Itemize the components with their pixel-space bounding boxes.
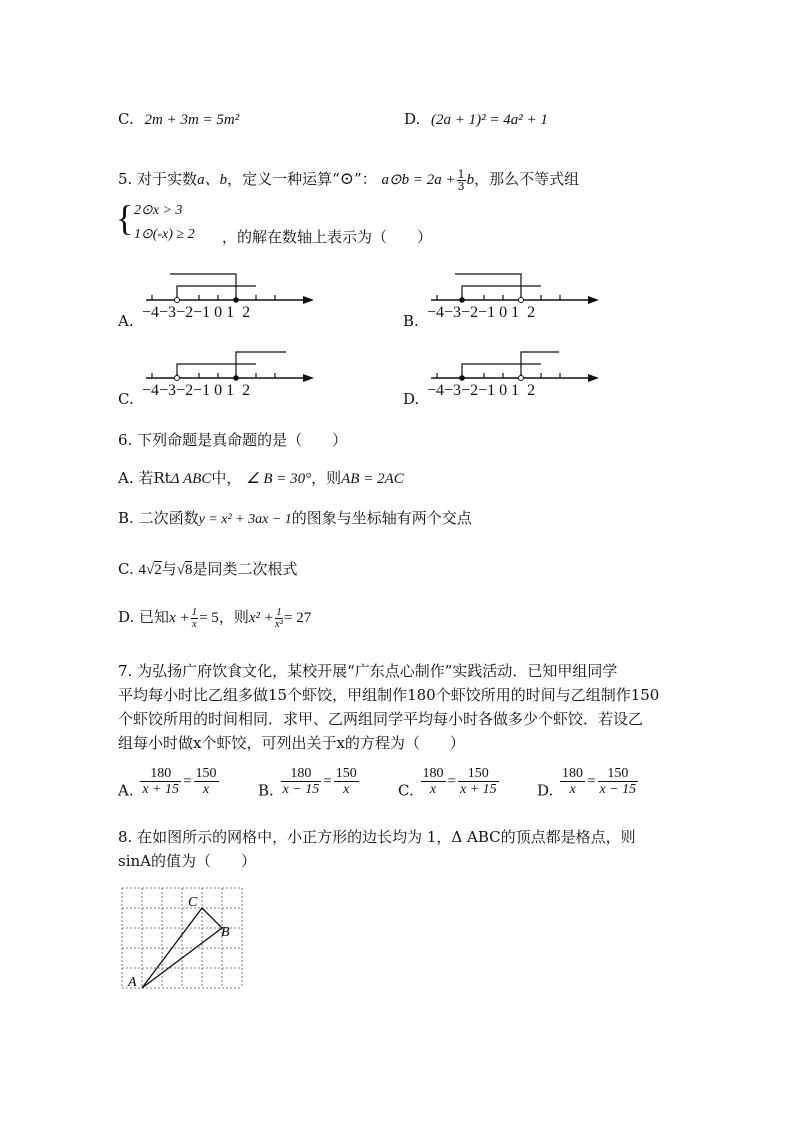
- option-label: B.: [258, 781, 274, 800]
- q6-c-text: 是同类二次根式: [192, 560, 298, 578]
- option-label: D.: [118, 608, 135, 626]
- option-label: C.: [398, 781, 414, 800]
- q7-line-4: 组每小时做x个虾饺，可列出关于x的方程为（ ）: [118, 734, 465, 752]
- q5-definition: a⊙b = 2a +: [381, 172, 456, 188]
- q5-stem-end: ，的解在数轴上表示为（ ）: [222, 228, 433, 246]
- q4-option-c[interactable]: [118, 110, 239, 129]
- q5-b-ticks: −4−3−2−1 0 1 2: [427, 304, 536, 321]
- q5-a-ticks: −4−3−2−1 0 1 2: [142, 304, 251, 321]
- q7-option-d[interactable]: D. $\frac{180}{x}$ = $\frac{150}{x - 15}$: [537, 766, 637, 800]
- q5-text: ，定义一种运算“: [227, 170, 340, 188]
- fraction: $\frac{180}{x + 15}$: [142, 766, 180, 797]
- option-label: B.: [118, 509, 134, 527]
- q5-text: ，那么不等式组: [474, 170, 580, 188]
- q7-option-c[interactable]: C. $\frac{180}{x}$ = $\frac{150}{x + 15}$: [398, 766, 497, 800]
- q7-line-2: 平均每小时比乙组多做15个虾饺，甲组制作180个虾饺所用的时间与乙组制作150: [118, 686, 660, 704]
- q6-d-expr: x² +: [248, 610, 274, 626]
- q6-option-c[interactable]: [118, 558, 298, 579]
- fraction: $\frac{180}{x - 15}$: [282, 766, 320, 797]
- q6-a-text: 若Rt: [138, 469, 171, 487]
- fraction: $\frac{180}{x}$: [422, 766, 444, 797]
- q5-option-c-label[interactable]: C.: [118, 390, 134, 408]
- q7-option-a[interactable]: A. $\frac{180}{x + 15}$ = $\frac{150}{x}$: [118, 766, 217, 800]
- q6-a-angle: ∠ B = 30°: [246, 471, 312, 487]
- one-third-fraction: $\frac{1}{3}$: [457, 167, 465, 193]
- q6-c-text: 与: [161, 560, 177, 578]
- q6-option-a[interactable]: [118, 467, 404, 488]
- question-number: 5.: [118, 170, 133, 188]
- q5-stem: [118, 168, 579, 192]
- fraction: $\frac{150}{x + 15}$: [459, 766, 497, 797]
- q5-definition-b: b: [466, 172, 475, 188]
- option-label: C.: [118, 560, 134, 578]
- q6-a-equation: AB = 2AC: [341, 471, 404, 487]
- q6-c-coef: 4: [138, 562, 146, 578]
- option-label: C.: [118, 110, 134, 128]
- q7-line-3: 个虾饺所用的时间相同．求甲、乙两组同学平均每小时各做多少个虾饺．若设乙: [118, 710, 644, 728]
- q6-a-text: 中，: [211, 469, 242, 487]
- fraction: $\frac{1}{x}$: [191, 605, 198, 630]
- q5-text: 对于实数: [137, 170, 198, 188]
- vertex-a-label: A: [128, 975, 137, 990]
- q8-line-1: 8. 在如图所示的网格中，小正方形的边长均为 1，Δ ABC的顶点都是格点，则: [118, 828, 636, 846]
- q6-a-triangle: Δ ABC: [170, 471, 212, 487]
- q6-a-text: ，则: [311, 469, 342, 487]
- q5-text: ”：: [354, 170, 377, 188]
- q6-d-expr: = 5: [199, 610, 219, 626]
- fraction: $\frac{180}{x}$: [562, 766, 584, 797]
- option-label: D.: [404, 110, 421, 128]
- vertex-c-label: C: [188, 895, 198, 910]
- q6-c-radicand: 2: [154, 562, 162, 578]
- system-line-2: 1⊙(-x) ≥ 2: [134, 227, 195, 242]
- q5-option-b-label[interactable]: B.: [403, 312, 419, 330]
- q6-option-d[interactable]: [118, 606, 311, 630]
- q5-vars: a、b: [197, 172, 228, 188]
- fraction: $\frac{1}{\text{x²}}$: [274, 605, 284, 630]
- q7-line-1: 7. 为弘扬广府饮食文化，某校开展“广东点心制作”实践活动．已知甲组同学: [118, 662, 618, 680]
- q5-c-ticks: −4−3−2−1 0 1 2: [142, 382, 251, 399]
- q6-d-text: ，则: [218, 608, 249, 626]
- odot-symbol: ⊙: [339, 169, 355, 189]
- sqrt-icon: √: [146, 562, 155, 578]
- q7-option-b[interactable]: B. $\frac{180}{x - 15}$ = $\frac{150}{x}$: [258, 766, 357, 800]
- q5-option-d-label[interactable]: D.: [403, 390, 420, 408]
- vertex-b-label: B: [221, 925, 230, 940]
- option-label: A.: [118, 781, 134, 800]
- q6-option-b[interactable]: [118, 507, 472, 528]
- q6-d-expr: = 27: [284, 610, 312, 626]
- q6-d-text: 已知: [139, 608, 170, 626]
- brace: {: [116, 198, 134, 238]
- sqrt-icon: √: [176, 562, 185, 578]
- q6-d-expr: x +: [169, 610, 190, 626]
- q6-c-radicand: 8: [184, 562, 193, 578]
- q6-b-function: y = x² + 3ax − 1: [198, 512, 292, 527]
- option-label: D.: [537, 781, 554, 800]
- q5-d-ticks: −4−3−2−1 0 1 2: [427, 382, 536, 399]
- q4-c-expression: 2m + 3m = 5m²: [144, 112, 240, 128]
- q5-option-a-label[interactable]: A.: [118, 312, 134, 330]
- q4-d-expression: (2a + 1)² = 4a² + 1: [431, 112, 548, 128]
- q4-option-d[interactable]: [404, 110, 548, 129]
- q8-line-2: sinA的值为（ ）: [118, 852, 256, 870]
- q6-stem: 6. 下列命题是真命题的是（ ）: [118, 431, 348, 449]
- q6-b-text: 二次函数: [138, 509, 199, 527]
- system-line-1: 2⊙x > 3: [134, 203, 183, 218]
- q8-grid-figure: [118, 884, 248, 996]
- fraction: $\frac{150}{x}$: [335, 766, 357, 797]
- option-label: A.: [118, 469, 134, 487]
- q6-b-text: 的图象与坐标轴有两个交点: [291, 509, 472, 527]
- fraction: $\frac{150}{x - 15}$: [599, 766, 637, 797]
- fraction: $\frac{150}{x}$: [195, 766, 217, 797]
